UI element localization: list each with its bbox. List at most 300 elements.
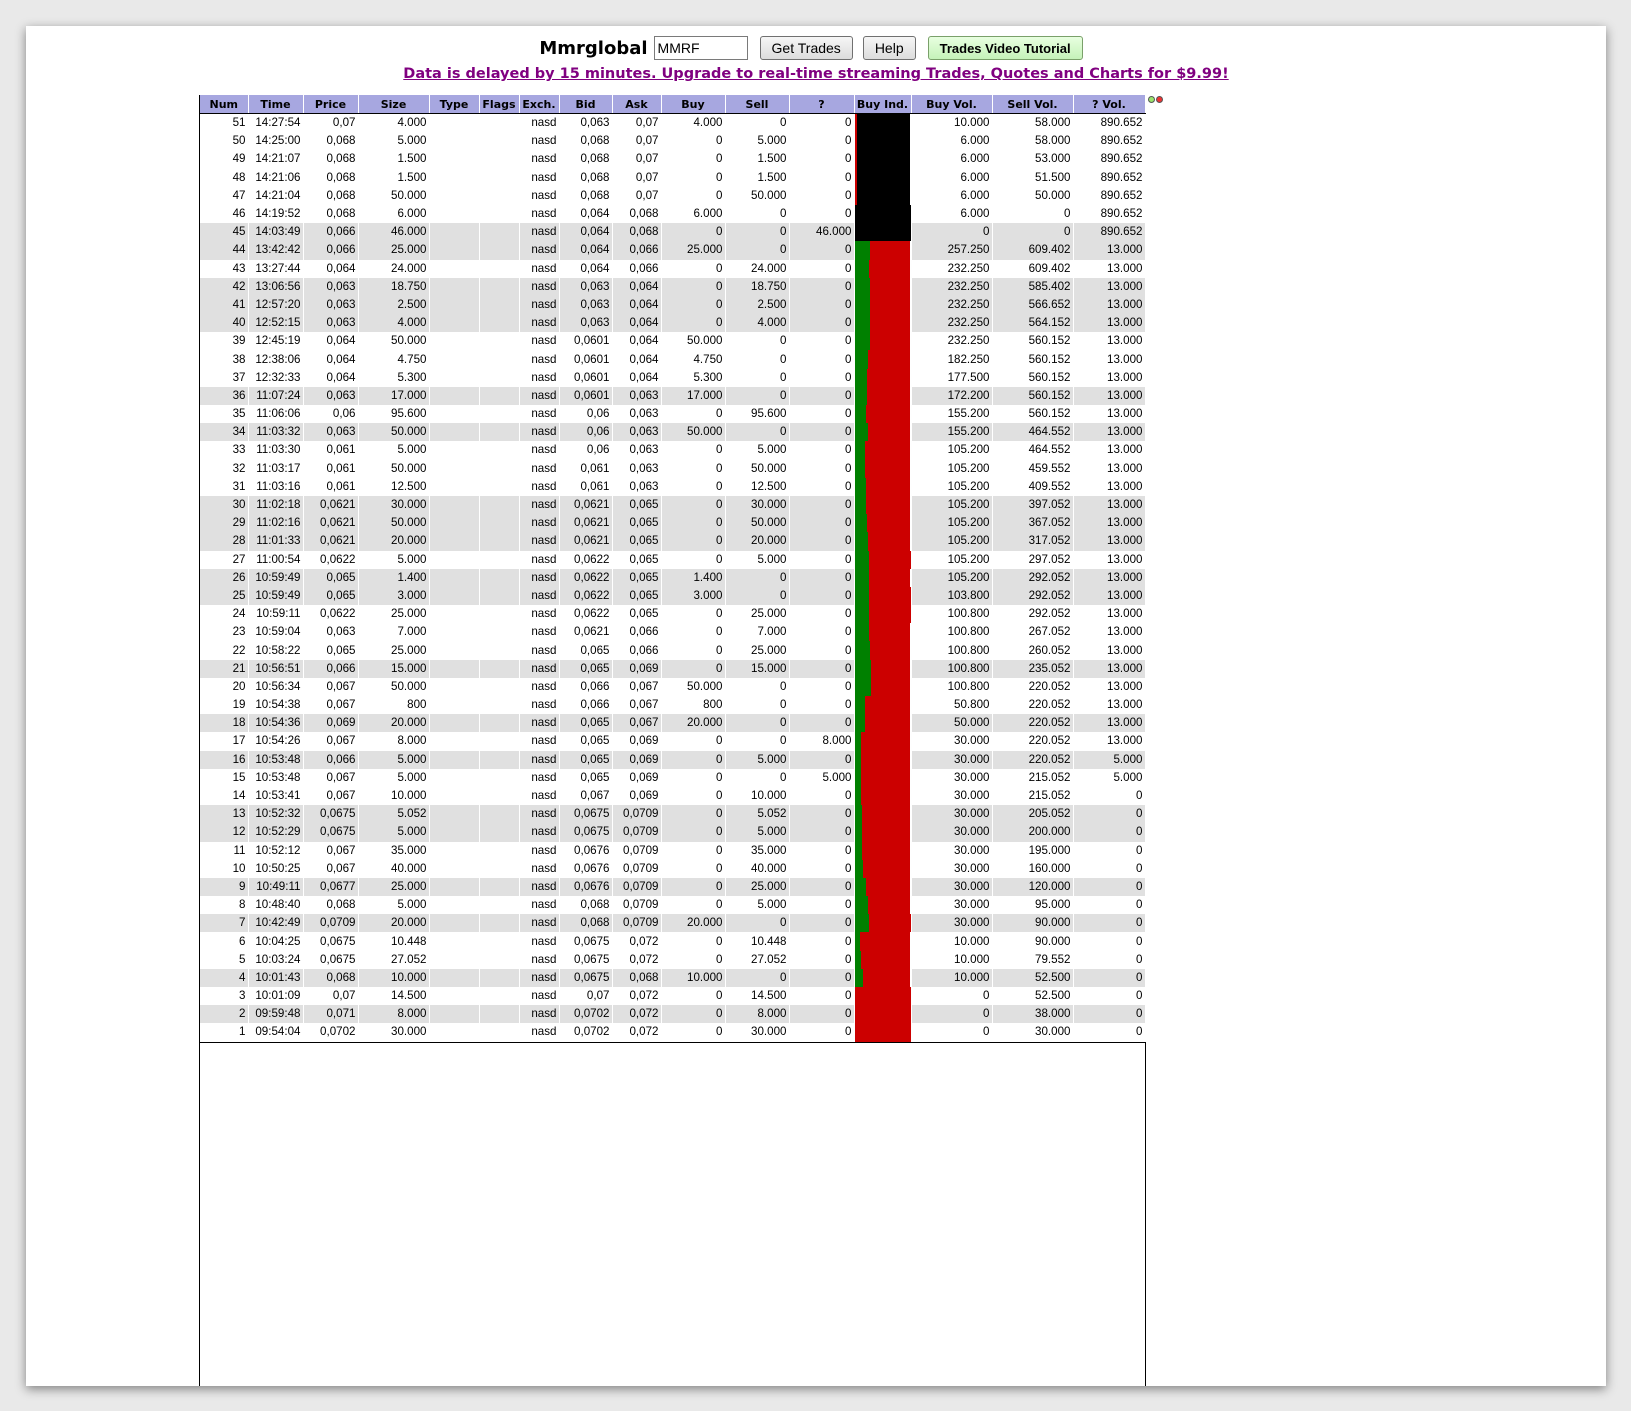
- neutral-bar-segment: [855, 205, 911, 223]
- table-row[interactable]: [200, 350, 1145, 368]
- status-indicators: [1148, 96, 1163, 103]
- cell-sell: 15.000: [725, 660, 789, 678]
- table-row[interactable]: [200, 641, 1145, 659]
- table-row[interactable]: [200, 150, 1145, 168]
- cell-num: 30: [200, 496, 248, 514]
- table-row[interactable]: [200, 605, 1145, 623]
- cell-bid: 0,0676: [559, 860, 612, 878]
- cell-flags: [479, 514, 519, 532]
- cell-buy: 0: [661, 842, 725, 860]
- table-row[interactable]: [200, 1023, 1145, 1042]
- buy-bar-segment: [855, 478, 866, 496]
- cell-type: [429, 551, 479, 569]
- cell-num: 14: [200, 787, 248, 805]
- column-header[interactable]: Num: [200, 95, 248, 114]
- cell-unk-vol: 890.652: [1073, 205, 1145, 223]
- column-header[interactable]: Price: [303, 95, 358, 114]
- trades-video-tutorial-button[interactable]: Trades Video Tutorial: [928, 36, 1083, 60]
- cell-ask: 0,072: [612, 987, 661, 1005]
- cell-ask: 0,0709: [612, 805, 661, 823]
- cell-flags: [479, 587, 519, 605]
- cell-flags: [479, 296, 519, 314]
- cell-num: 17: [200, 732, 248, 750]
- cell-buy: 6.000: [661, 205, 725, 223]
- cell-sell-vol: 52.500: [992, 969, 1073, 987]
- cell-flags: [479, 405, 519, 423]
- table-row[interactable]: [200, 114, 1145, 133]
- cell-time: 14:03:49: [248, 223, 303, 241]
- sell-bar-segment: [865, 714, 911, 732]
- table-row[interactable]: [200, 678, 1145, 696]
- table-row[interactable]: [200, 987, 1145, 1005]
- cell-buy: 0: [661, 951, 725, 969]
- cell-sell-vol: 215.052: [992, 769, 1073, 787]
- cell-flags: [479, 914, 519, 932]
- table-row[interactable]: [200, 951, 1145, 969]
- buy-bar-segment: [855, 587, 869, 605]
- buy-bar-segment: [855, 387, 868, 405]
- cell-price: 0,069: [303, 714, 358, 732]
- cell-size: 25.000: [358, 241, 429, 259]
- table-row[interactable]: [200, 969, 1145, 987]
- cell-price: 0,064: [303, 350, 358, 368]
- cell-buy-vol: 30.000: [911, 896, 992, 914]
- cell-flags: [479, 1023, 519, 1042]
- column-header[interactable]: Ask: [612, 95, 661, 114]
- column-header[interactable]: Buy: [661, 95, 725, 114]
- cell-num: 39: [200, 332, 248, 350]
- cell-unk-vol: 13.000: [1073, 551, 1145, 569]
- cell-unk: 0: [789, 914, 854, 932]
- cell-buy: 1.400: [661, 569, 725, 587]
- cell-buy-vol: 30.000: [911, 787, 992, 805]
- cell-type: [429, 951, 479, 969]
- cell-unk: 0: [789, 441, 854, 459]
- table-row[interactable]: [200, 296, 1145, 314]
- cell-ask: 0,064: [612, 314, 661, 332]
- column-header[interactable]: ? Vol.: [1073, 95, 1145, 114]
- cell-ask: 0,069: [612, 787, 661, 805]
- cell-sell-vol: 52.500: [992, 987, 1073, 1005]
- cell-size: 50.000: [358, 514, 429, 532]
- cell-sell-vol: 58.000: [992, 132, 1073, 150]
- buy-indicator-bar: [854, 223, 911, 241]
- column-header[interactable]: Sell: [725, 95, 789, 114]
- cell-size: 27.052: [358, 951, 429, 969]
- cell-buy-vol: 0: [911, 223, 992, 241]
- cell-price: 0,067: [303, 860, 358, 878]
- buy-bar-segment: [855, 660, 871, 678]
- table-row[interactable]: [200, 1005, 1145, 1023]
- buy-indicator-bar: [854, 241, 911, 259]
- cell-type: [429, 587, 479, 605]
- cell-buy-vol: 105.200: [911, 551, 992, 569]
- cell-size: 800: [358, 696, 429, 714]
- cell-type: [429, 641, 479, 659]
- buy-bar-segment: [855, 332, 871, 350]
- cell-price: 0,0675: [303, 951, 358, 969]
- cell-num: 15: [200, 769, 248, 787]
- cell-flags: [479, 678, 519, 696]
- cell-unk-vol: 0: [1073, 842, 1145, 860]
- cell-exch: nasd: [519, 223, 559, 241]
- buy-bar-segment: [855, 914, 869, 932]
- buy-bar-segment: [855, 423, 868, 441]
- cell-sell-vol: 51.500: [992, 169, 1073, 187]
- cell-price: 0,068: [303, 150, 358, 168]
- cell-unk: 0: [789, 514, 854, 532]
- cell-buy-vol: 105.200: [911, 460, 992, 478]
- cell-sell: 7.000: [725, 623, 789, 641]
- table-row[interactable]: [200, 878, 1145, 896]
- cell-unk-vol: 13.000: [1073, 350, 1145, 368]
- buy-indicator-bar: [854, 914, 911, 932]
- cell-exch: nasd: [519, 441, 559, 459]
- cell-num: 41: [200, 296, 248, 314]
- table-row[interactable]: [200, 260, 1145, 278]
- table-row[interactable]: [200, 496, 1145, 514]
- cell-exch: nasd: [519, 896, 559, 914]
- cell-buy-vol: 155.200: [911, 423, 992, 441]
- buy-indicator-bar: [854, 496, 911, 514]
- cell-buy: 0: [661, 1005, 725, 1023]
- cell-flags: [479, 314, 519, 332]
- cell-price: 0,063: [303, 387, 358, 405]
- buy-bar-segment: [855, 842, 862, 860]
- table-row[interactable]: [200, 805, 1145, 823]
- cell-exch: nasd: [519, 278, 559, 296]
- table-row[interactable]: [200, 532, 1145, 550]
- cell-price: 0,0675: [303, 932, 358, 950]
- cell-exch: nasd: [519, 932, 559, 950]
- table-row[interactable]: [200, 732, 1145, 750]
- cell-unk-vol: 890.652: [1073, 150, 1145, 168]
- column-header[interactable]: Exch.: [519, 95, 559, 114]
- cell-size: 4.750: [358, 350, 429, 368]
- table-row[interactable]: [200, 587, 1145, 605]
- cell-flags: [479, 441, 519, 459]
- cell-flags: [479, 751, 519, 769]
- cell-buy-vol: 30.000: [911, 860, 992, 878]
- cell-unk: 0: [789, 460, 854, 478]
- cell-time: 10:50:25: [248, 860, 303, 878]
- cell-time: 13:42:42: [248, 241, 303, 259]
- cell-size: 2.500: [358, 296, 429, 314]
- buy-indicator-bar: [854, 187, 911, 205]
- cell-time: 10:59:49: [248, 569, 303, 587]
- cell-type: [429, 350, 479, 368]
- cell-unk-vol: 0: [1073, 787, 1145, 805]
- column-header[interactable]: Size: [358, 95, 429, 114]
- sell-bar-segment: [871, 660, 911, 678]
- table-row[interactable]: [200, 714, 1145, 732]
- table-row[interactable]: [200, 896, 1145, 914]
- cell-size: 8.000: [358, 1005, 429, 1023]
- column-header[interactable]: Time: [248, 95, 303, 114]
- column-header[interactable]: Sell Vol.: [992, 95, 1073, 114]
- cell-price: 0,066: [303, 241, 358, 259]
- cell-unk: 0: [789, 532, 854, 550]
- cell-size: 20.000: [358, 914, 429, 932]
- cell-size: 95.600: [358, 405, 429, 423]
- help-button[interactable]: Help: [863, 36, 916, 60]
- cell-price: 0,063: [303, 314, 358, 332]
- cell-flags: [479, 732, 519, 750]
- cell-exch: nasd: [519, 641, 559, 659]
- column-header[interactable]: Buy Ind.: [854, 95, 911, 114]
- buy-indicator-bar: [854, 132, 911, 150]
- cell-buy: 0: [661, 896, 725, 914]
- cell-buy-vol: 100.800: [911, 623, 992, 641]
- cell-sell-vol: 560.152: [992, 332, 1073, 350]
- cell-sell: 4.000: [725, 314, 789, 332]
- cell-num: 3: [200, 987, 248, 1005]
- cell-price: 0,061: [303, 478, 358, 496]
- cell-ask: 0,066: [612, 241, 661, 259]
- cell-type: [429, 896, 479, 914]
- buy-indicator-bar: [854, 842, 911, 860]
- cell-buy-vol: 105.200: [911, 569, 992, 587]
- buy-bar-segment: [855, 296, 871, 314]
- table-row[interactable]: [200, 332, 1145, 350]
- cell-num: 25: [200, 587, 248, 605]
- cell-buy-vol: 0: [911, 1023, 992, 1042]
- cell-type: [429, 369, 479, 387]
- cell-bid: 0,0621: [559, 532, 612, 550]
- table-row[interactable]: [200, 787, 1145, 805]
- cell-time: 10:59:04: [248, 623, 303, 641]
- cell-bid: 0,06: [559, 405, 612, 423]
- cell-bid: 0,0622: [559, 587, 612, 605]
- cell-buy-vol: 232.250: [911, 296, 992, 314]
- cell-time: 10:52:12: [248, 842, 303, 860]
- cell-unk-vol: 13.000: [1073, 732, 1145, 750]
- cell-time: 10:59:11: [248, 605, 303, 623]
- cell-time: 11:06:06: [248, 405, 303, 423]
- cell-ask: 0,063: [612, 423, 661, 441]
- cell-price: 0,0677: [303, 878, 358, 896]
- table-row[interactable]: [200, 751, 1145, 769]
- cell-size: 50.000: [358, 678, 429, 696]
- table-row[interactable]: [200, 842, 1145, 860]
- cell-bid: 0,0601: [559, 332, 612, 350]
- buy-indicator-bar: [854, 987, 911, 1005]
- cell-buy: 0: [661, 314, 725, 332]
- buy-indicator-bar: [854, 641, 911, 659]
- sell-bar-segment: [855, 1005, 911, 1023]
- cell-flags: [479, 478, 519, 496]
- cell-ask: 0,068: [612, 205, 661, 223]
- buy-indicator-bar: [854, 623, 911, 641]
- cell-size: 20.000: [358, 532, 429, 550]
- cell-bid: 0,065: [559, 751, 612, 769]
- cell-buy: 20.000: [661, 714, 725, 732]
- table-row[interactable]: [200, 460, 1145, 478]
- cell-num: 13: [200, 805, 248, 823]
- cell-flags: [479, 605, 519, 623]
- buy-indicator-bar: [854, 460, 911, 478]
- cell-sell: 5.052: [725, 805, 789, 823]
- cell-bid: 0,0601: [559, 369, 612, 387]
- cell-ask: 0,067: [612, 696, 661, 714]
- table-row[interactable]: [200, 514, 1145, 532]
- column-header[interactable]: Type: [429, 95, 479, 114]
- buy-indicator-bar: [854, 205, 911, 223]
- table-row[interactable]: [200, 914, 1145, 932]
- cell-unk-vol: 5.000: [1073, 769, 1145, 787]
- cell-size: 5.000: [358, 896, 429, 914]
- table-row[interactable]: [200, 441, 1145, 459]
- cell-bid: 0,06: [559, 423, 612, 441]
- cell-ask: 0,066: [612, 623, 661, 641]
- table-row[interactable]: [200, 405, 1145, 423]
- table-row[interactable]: [200, 823, 1145, 841]
- table-row[interactable]: [200, 223, 1145, 241]
- column-header[interactable]: ?: [789, 95, 854, 114]
- cell-num: 21: [200, 660, 248, 678]
- cell-unk-vol: 0: [1073, 987, 1145, 1005]
- cell-sell: 1.500: [725, 150, 789, 168]
- cell-type: [429, 205, 479, 223]
- table-row[interactable]: [200, 369, 1145, 387]
- cell-type: [429, 678, 479, 696]
- cell-exch: nasd: [519, 805, 559, 823]
- table-row[interactable]: [200, 423, 1145, 441]
- cell-exch: nasd: [519, 132, 559, 150]
- cell-unk-vol: 13.000: [1073, 569, 1145, 587]
- cell-time: 14:25:00: [248, 132, 303, 150]
- cell-exch: nasd: [519, 551, 559, 569]
- cell-sell-vol: 205.052: [992, 805, 1073, 823]
- buy-indicator-bar: [854, 150, 911, 168]
- sell-bar-segment: [869, 551, 911, 569]
- column-header[interactable]: Bid: [559, 95, 612, 114]
- buy-indicator-bar: [854, 769, 911, 787]
- cell-price: 0,0621: [303, 514, 358, 532]
- cell-unk: 0: [789, 932, 854, 950]
- cell-time: 14:21:06: [248, 169, 303, 187]
- cell-buy: 3.000: [661, 587, 725, 605]
- buy-indicator-bar: [854, 660, 911, 678]
- cell-sell-vol: 317.052: [992, 532, 1073, 550]
- cell-sell: 0: [725, 969, 789, 987]
- cell-unk: 0: [789, 369, 854, 387]
- cell-type: [429, 278, 479, 296]
- cell-exch: nasd: [519, 678, 559, 696]
- cell-sell: 0: [725, 369, 789, 387]
- table-row[interactable]: [200, 569, 1145, 587]
- cell-ask: 0,064: [612, 332, 661, 350]
- cell-exch: nasd: [519, 532, 559, 550]
- cell-exch: nasd: [519, 369, 559, 387]
- cell-unk-vol: 13.000: [1073, 587, 1145, 605]
- cell-bid: 0,064: [559, 241, 612, 259]
- cell-buy: 0: [661, 460, 725, 478]
- cell-bid: 0,063: [559, 278, 612, 296]
- cell-buy: 0: [661, 805, 725, 823]
- table-row[interactable]: [200, 278, 1145, 296]
- cell-num: 11: [200, 842, 248, 860]
- cell-num: 22: [200, 641, 248, 659]
- cell-exch: nasd: [519, 260, 559, 278]
- table-row[interactable]: [200, 187, 1145, 205]
- cell-sell-vol: 53.000: [992, 150, 1073, 168]
- cell-unk-vol: 13.000: [1073, 478, 1145, 496]
- buy-indicator-bar: [854, 478, 911, 496]
- cell-num: 7: [200, 914, 248, 932]
- cell-bid: 0,0676: [559, 878, 612, 896]
- table-row[interactable]: [200, 241, 1145, 259]
- table-row[interactable]: [200, 169, 1145, 187]
- cell-ask: 0,066: [612, 260, 661, 278]
- buy-bar-segment: [855, 878, 866, 896]
- buy-indicator-bar: [854, 314, 911, 332]
- cell-unk-vol: 0: [1073, 896, 1145, 914]
- cell-unk: 0: [789, 569, 854, 587]
- cell-sell-vol: 220.052: [992, 714, 1073, 732]
- cell-ask: 0,065: [612, 605, 661, 623]
- table-row[interactable]: [200, 132, 1145, 150]
- cell-buy-vol: 30.000: [911, 878, 992, 896]
- cell-unk-vol: 13.000: [1073, 405, 1145, 423]
- sell-bar-segment: [869, 605, 911, 623]
- cell-sell-vol: 90.000: [992, 932, 1073, 950]
- cell-num: 2: [200, 1005, 248, 1023]
- cell-bid: 0,0622: [559, 569, 612, 587]
- buy-bar-segment: [855, 532, 868, 550]
- cell-buy-vol: 30.000: [911, 823, 992, 841]
- cell-bid: 0,0621: [559, 496, 612, 514]
- table-row[interactable]: [200, 860, 1145, 878]
- cell-buy: 0: [661, 278, 725, 296]
- cell-unk: 0: [789, 296, 854, 314]
- buy-indicator-bar: [854, 878, 911, 896]
- cell-sell: 0: [725, 241, 789, 259]
- cell-unk-vol: 13.000: [1073, 441, 1145, 459]
- column-header[interactable]: Buy Vol.: [911, 95, 992, 114]
- buy-indicator-bar: [854, 569, 911, 587]
- buy-indicator-bar: [854, 732, 911, 750]
- cell-flags: [479, 551, 519, 569]
- cell-buy-vol: 232.250: [911, 332, 992, 350]
- table-row[interactable]: [200, 769, 1145, 787]
- table-row[interactable]: [200, 932, 1145, 950]
- cell-type: [429, 150, 479, 168]
- cell-ask: 0,07: [612, 132, 661, 150]
- neutral-bar-segment: [857, 114, 910, 132]
- table-row[interactable]: [200, 314, 1145, 332]
- cell-unk-vol: 13.000: [1073, 332, 1145, 350]
- cell-buy-vol: 105.200: [911, 514, 992, 532]
- upgrade-banner-link[interactable]: Data is delayed by 15 minutes. Upgrade to real-time streaming Trades, Quotes and Charts for $9.99!: [403, 66, 1229, 82]
- buy-indicator-bar: [854, 969, 911, 987]
- buy-indicator-bar: [854, 296, 911, 314]
- cell-price: 0,063: [303, 296, 358, 314]
- cell-time: 10:54:38: [248, 696, 303, 714]
- table-row[interactable]: [200, 551, 1145, 569]
- column-header[interactable]: Flags: [479, 95, 519, 114]
- table-row[interactable]: [200, 478, 1145, 496]
- cell-num: 49: [200, 150, 248, 168]
- table-row[interactable]: [200, 205, 1145, 223]
- table-row[interactable]: [200, 660, 1145, 678]
- get-trades-button[interactable]: Get Trades: [760, 36, 853, 60]
- table-row[interactable]: [200, 696, 1145, 714]
- table-row[interactable]: [200, 387, 1145, 405]
- symbol-input[interactable]: [654, 36, 748, 60]
- cell-buy-vol: 257.250: [911, 241, 992, 259]
- table-row[interactable]: [200, 623, 1145, 641]
